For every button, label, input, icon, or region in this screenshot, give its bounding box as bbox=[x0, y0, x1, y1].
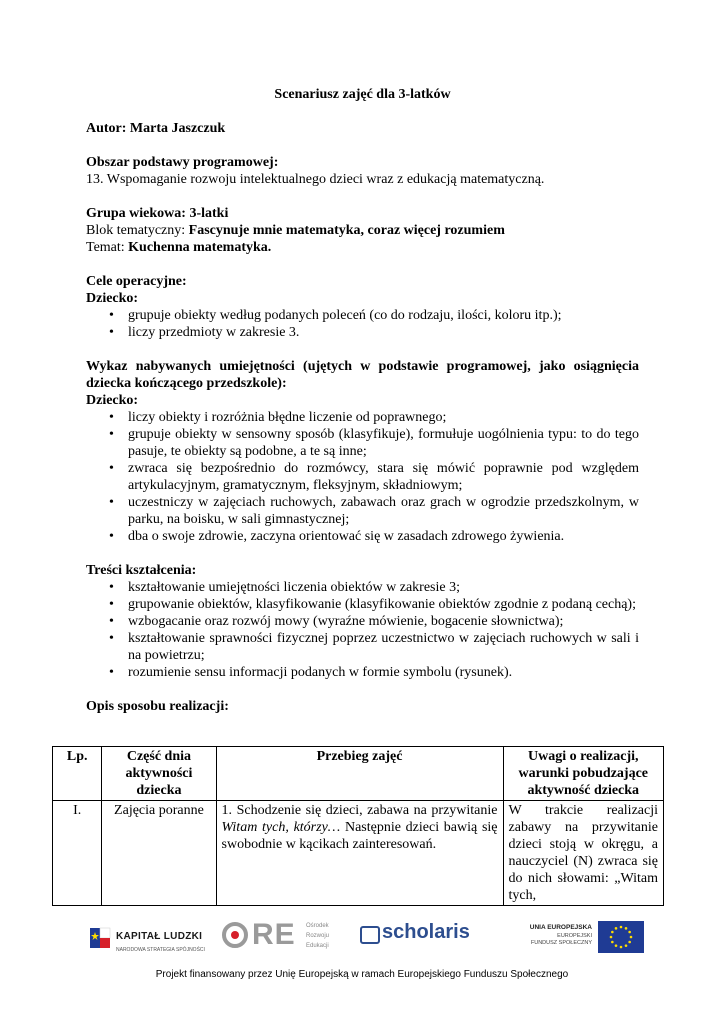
cell-lp: I. bbox=[53, 801, 102, 906]
ore-text: RE bbox=[252, 918, 296, 951]
footer-note: Projekt finansowany przez Unię Europejską w ramach Europejskiego Funduszu Społecznego bbox=[155, 969, 569, 980]
table-header-row bbox=[53, 747, 664, 801]
operational-goals-subheading: Dziecko: bbox=[86, 291, 139, 306]
document-body bbox=[86, 86, 639, 715]
skills-subheading: Dziecko: bbox=[86, 393, 139, 408]
list-item: • grupuje obiekty według podanych poleceń (co do rodzaju, ilości, koloru itp.); bbox=[86, 307, 639, 324]
topic bbox=[86, 239, 639, 256]
eu-title: UNIA EUROPEJSKA bbox=[529, 924, 592, 931]
list-item: • dba o swoje zdrowie, zaczyna orientować się w zasadach zdrowego żywienia. bbox=[86, 528, 639, 545]
eu-sub-2: FUNDUSZ SPOŁECZNY bbox=[530, 940, 592, 946]
content-heading: Treści kształcenia: bbox=[86, 563, 197, 578]
content-list bbox=[86, 579, 639, 681]
table-row bbox=[53, 801, 664, 906]
list-item: • grupowanie obiektów, klasyfikowanie (klasyfikowanie obiektów zgodnie z podaną cechą); bbox=[86, 596, 639, 613]
eu-star-icon bbox=[615, 927, 618, 930]
ore-line-3: Edukacji bbox=[306, 943, 329, 949]
thematic-block-value: Fascynuje mnie matematyka, coraz więcej rozumiem bbox=[188, 223, 505, 238]
topic-label: Temat: bbox=[86, 240, 129, 255]
eu-star-icon bbox=[611, 931, 614, 934]
course-text-italic: Witam tych, którzy… bbox=[221, 820, 341, 835]
ore-circle-icon bbox=[222, 922, 248, 948]
list-item: • kształtowanie umiejętności liczenia obiektów w zakresie 3; bbox=[86, 579, 639, 596]
age-group-heading: Grupa wiekowa: 3-latki bbox=[86, 206, 229, 221]
header-day-part: Część dnia aktywności dziecka bbox=[102, 747, 216, 801]
operational-goals-heading: Cele operacyjne: bbox=[86, 274, 187, 289]
eu-star-icon bbox=[620, 946, 623, 949]
topic-value: Kuchenna matematyka. bbox=[128, 240, 272, 255]
skills-heading: Wykaz nabywanych umiejętności (ujętych w podstawie programowej, jako osiągnięcia dziecka kończącego przedszkole): bbox=[86, 359, 639, 391]
eu-star-icon bbox=[628, 941, 631, 944]
eu-star-icon bbox=[611, 941, 614, 944]
list-item: • liczy obiekty i rozróżnia błędne liczenie od poprawnego; bbox=[86, 409, 639, 426]
footer-logos bbox=[86, 918, 646, 960]
eu-star-icon bbox=[625, 944, 628, 947]
list-item: • kształtowanie sprawności fizycznej poprzez uczestnictwo w zajęciach ruchowych w sali i na powietrzu; bbox=[86, 630, 639, 664]
page-title: Scenariusz zajęć dla 3-latków bbox=[274, 87, 451, 102]
course-text-a: 1. Schodzenie się dzieci, zabawa na przywitanie bbox=[221, 803, 498, 818]
kapital-ludzki-text: KAPITAŁ LUDZKI bbox=[116, 931, 203, 942]
list-item: • rozumienie sensu informacji podanych w formie symbolu (rysunek). bbox=[86, 664, 639, 681]
eu-flag-icon bbox=[598, 921, 644, 953]
book-icon bbox=[360, 926, 380, 944]
header-notes: Uwagi o realizacji, warunki pobudzające aktywność dziecka bbox=[503, 747, 663, 801]
eu-star-icon bbox=[615, 944, 618, 947]
kapital-ludzki-logo bbox=[86, 918, 206, 960]
scholaris-text: scholaris bbox=[382, 921, 470, 943]
list-item: • uczestniczy w zajęciach ruchowych, zabawach oraz grach w ogrodzie przedszkolnym, w parku, na boisku, w sali gimnastycznej; bbox=[86, 494, 639, 528]
header-lp: Lp. bbox=[53, 747, 102, 801]
scholaris-logo bbox=[358, 918, 478, 960]
list-item: • wzbogacanie oraz rozwój mowy (wyraźne mówienie, bogacenie słownictwa); bbox=[86, 613, 639, 630]
operational-goals-list bbox=[86, 307, 639, 341]
eu-star-icon bbox=[630, 936, 633, 939]
cell-notes: W trakcie realizacji zabawy na przywitanie dzieci stoją w okręgu, a nauczyciel (N) zwraca się do nich słowami: „Witam tych, bbox=[503, 801, 663, 906]
method-heading: Opis sposobu realizacji: bbox=[86, 699, 229, 714]
list-item: • grupuje obiekty w sensowny sposób (klasyfikuje), formułuje uogólnienia typu: to do tego pasuje, te obiekty są podobne, a te są inne; bbox=[86, 426, 639, 460]
list-item: • liczy przedmioty w zakresie 3. bbox=[86, 324, 639, 341]
eu-sub-1: EUROPEJSKI bbox=[557, 933, 592, 939]
course-text-b: Następnie dzieci bawią się swobodnie w kącikach zainteresowań. bbox=[221, 820, 498, 852]
ore-logo bbox=[220, 918, 340, 960]
eu-logo bbox=[512, 918, 646, 960]
cell-day-part: Zajęcia poranne bbox=[102, 801, 216, 906]
kapital-ludzki-flag-icon bbox=[90, 924, 112, 952]
program-area-heading: Obszar podstawy programowej: bbox=[86, 155, 279, 170]
eu-star-icon bbox=[625, 927, 628, 930]
thematic-block-label: Blok tematyczny: bbox=[86, 223, 189, 238]
ore-line-1: Ośrodek bbox=[306, 923, 329, 929]
ore-line-2: Rozwoju bbox=[306, 933, 330, 939]
skills-list bbox=[86, 409, 639, 545]
cell-course bbox=[216, 801, 503, 906]
author: Autor: Marta Jaszczuk bbox=[86, 121, 226, 136]
eu-star-icon bbox=[620, 926, 623, 929]
program-area-text: 13. Wspomaganie rozwoju intelektualnego dzieci wraz z edukacją matematyczną. bbox=[86, 172, 545, 187]
thematic-block bbox=[86, 222, 639, 239]
kapital-ludzki-subtext: NARODOWA STRATEGIA SPÓJNOŚCI bbox=[116, 947, 205, 953]
eu-star-icon bbox=[610, 936, 613, 939]
list-item: • zwraca się bezpośrednio do rozmówcy, stara się mówić poprawnie pod względem artykulacyjnym, gramatycznym, fleksyjnym, składniowym; bbox=[86, 460, 639, 494]
header-course: Przebieg zajęć bbox=[216, 747, 503, 801]
eu-star-icon bbox=[628, 931, 631, 934]
lesson-plan-table bbox=[52, 746, 664, 906]
